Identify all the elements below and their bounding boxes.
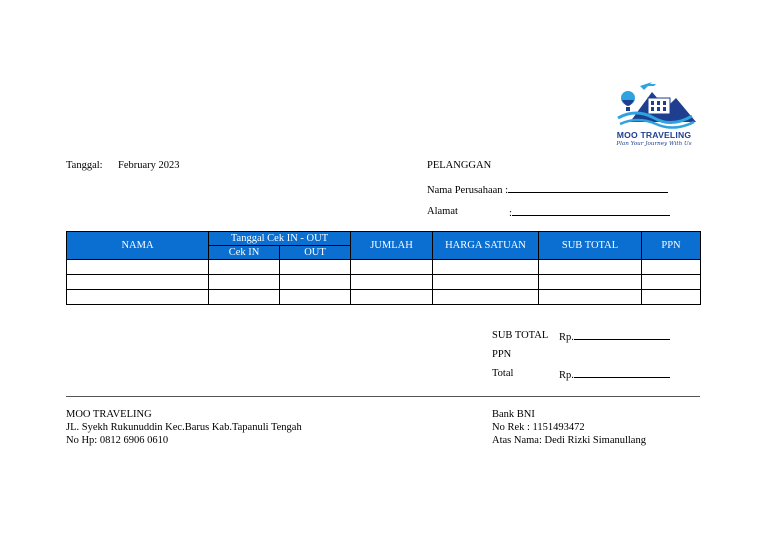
table-row (67, 260, 701, 275)
footer-divider (66, 396, 700, 397)
table-cell[interactable] (67, 260, 209, 275)
table-cell[interactable] (280, 275, 351, 290)
customer-title: PELANGGAN (427, 160, 492, 171)
total-field[interactable] (559, 368, 670, 381)
table-cell[interactable] (209, 260, 280, 275)
footer-account: No Rek : 1151493472 (492, 422, 585, 433)
table-cell[interactable] (209, 275, 280, 290)
sub-total-label: SUB TOTAL (492, 330, 549, 341)
table-cell[interactable] (67, 290, 209, 305)
footer-company-name: MOO TRAVELING (66, 409, 152, 420)
table-cell[interactable] (433, 275, 539, 290)
table-cell[interactable] (351, 275, 433, 290)
col-header-tanggal: Tanggal Cek IN - OUT (209, 232, 351, 246)
col-header-nama: NAMA (67, 232, 209, 260)
company-name-field[interactable] (427, 183, 668, 196)
table-cell[interactable] (351, 260, 433, 275)
address-label: Alamat (427, 206, 458, 217)
col-header-out: OUT (280, 246, 351, 260)
date-label: Tanggal: (66, 160, 103, 171)
table-cell[interactable] (539, 275, 642, 290)
table-cell[interactable] (209, 290, 280, 305)
address-line (512, 206, 670, 216)
table-cell[interactable] (539, 290, 642, 305)
address-field[interactable] (509, 206, 670, 219)
logo-tagline: Plan Your Journey With Us (616, 141, 692, 147)
sub-total-field[interactable] (559, 330, 670, 343)
table-cell[interactable] (280, 290, 351, 305)
table-cell[interactable] (642, 290, 701, 305)
table-cell[interactable] (67, 275, 209, 290)
footer-address: JL. Syekh Rukunuddin Kec.Barus Kab.Tapanuli Tengah (66, 422, 302, 433)
table-cell[interactable] (642, 260, 701, 275)
logo-name: MOO TRAVELING (616, 130, 692, 140)
table-cell[interactable] (280, 260, 351, 275)
company-name-label: Nama Perusahaan : (427, 185, 509, 196)
table-cell[interactable] (433, 290, 539, 305)
total-line (574, 368, 670, 378)
travel-logo-icon (606, 78, 702, 130)
table-row (67, 290, 701, 305)
sub-total-line (574, 330, 670, 340)
col-header-ppn: PPN (642, 232, 701, 260)
total-label: Total (492, 368, 514, 379)
col-header-cek-in: Cek IN (209, 246, 280, 260)
address-colon: : (509, 208, 512, 219)
footer-phone: No Hp: 0812 6906 0610 (66, 435, 169, 446)
invoice-table (66, 231, 701, 305)
table-cell[interactable] (539, 260, 642, 275)
table-cell[interactable] (433, 260, 539, 275)
company-name-line (508, 183, 668, 193)
total-prefix: Rp. (559, 370, 574, 381)
sub-total-prefix: Rp. (559, 332, 574, 343)
col-header-harga-satuan: HARGA SATUAN (433, 232, 539, 260)
ppn-label: PPN (492, 349, 512, 360)
table-cell[interactable] (642, 275, 701, 290)
table-row (67, 275, 701, 290)
col-header-jumlah: JUMLAH (351, 232, 433, 260)
company-logo (606, 78, 702, 154)
footer-bank: Bank BNI (492, 409, 535, 420)
table-cell[interactable] (351, 290, 433, 305)
col-header-sub-total: SUB TOTAL (539, 232, 642, 260)
date-value: February 2023 (118, 160, 180, 171)
footer-account-name: Atas Nama: Dedi Rizki Simanullang (492, 435, 646, 446)
